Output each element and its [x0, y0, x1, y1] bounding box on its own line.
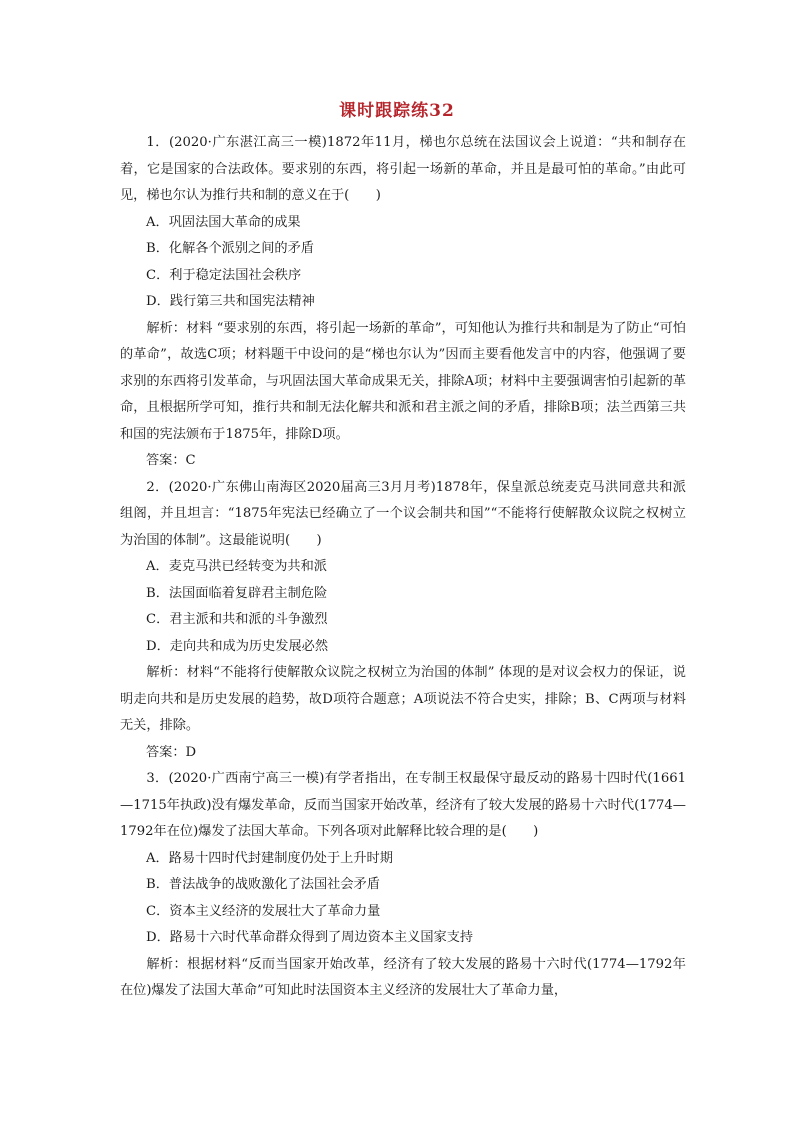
- question-1-option-a: A．巩固法国大革命的成果: [146, 214, 301, 230]
- question-3-option-c: C．资本主义经济的发展壮大了革命力量: [146, 903, 381, 919]
- question-3-analysis: 解析：根据材料“反而当国家开始改革，经济有了较大发展的路易十六时代(1774—1792年在位)爆发了法国大革命”可知此时法国资本主义经济的发展壮大了革命力量，: [120, 956, 686, 998]
- question-2-stem: 2．(2020·广东佛山南海区2020届高三3月月考)1878年，保皇派总统麦克马洪同意共和派组阁，并且坦言：“1875年宪法已经确立了一个议会制共和国”“不能将行使解散众议院之权树立为治国的体制”。这最能说明( ): [120, 479, 686, 548]
- question-1-option-b: B．化解各个派别之间的矛盾: [146, 241, 314, 256]
- question-3-option-b: B．普法战争的战败激化了法国社会矛盾: [146, 877, 380, 892]
- question-3-option-d: D．路易十六时代革命群众得到了周边资本主义国家支持: [146, 930, 474, 945]
- question-2-option-b: B．法国面临着复辟君主制危险: [146, 585, 328, 601]
- question-1-stem: 1．(2020·广东湛江高三一模)1872年11月，梯也尔总统在法国议会上说道：“共和制存在着，它是国家的合法政体。要求别的东西，将引起一场新的革命，并且是最可怕的革命。”由此可见，梯也尔认为推行共和制的意义在于( ): [120, 135, 686, 203]
- page-title: 课时跟踪练32: [339, 101, 455, 121]
- question-1-option-d: D．践行第三共和国宪法精神: [146, 294, 315, 309]
- question-3-option-a: A．路易十四时代封建制度仍处于上升时期: [146, 850, 393, 866]
- question-1-analysis: 解析：材料 “要求别的东西，将引起一场新的革命”，可知他认为推行共和制是为了防止“可怕的革命”，故选C项；材料题干中设问的是“梯也尔认为”因而主要看他发言中的内容，他强调了要求别的东西将引发革命，与巩固法国大革命成果无关，排除A项；材料中主要强调害怕引起新的革命，且根据所学可知，推行共和制无法化解共和派和君主派之间的矛盾，排除B项；法兰西第三共和国的宪法颁布于1875年，排除D项。: [120, 320, 686, 442]
- question-2-option-d: D．走向共和成为历史发展必然: [146, 638, 329, 654]
- question-1-option-c: C．利于稳定法国社会秩序: [146, 267, 302, 283]
- question-1-answer: 答案：C: [146, 453, 196, 468]
- question-2-option-a: A．麦克马洪已经转变为共和派: [146, 559, 327, 574]
- question-2-analysis: 解析：材料“不能将行使解散众议院之权树立为治国的体制” 体现的是对议会权力的保证，说明走向共和是历史发展的趋势，故D项符合题意；A项说法不符合史实，排除；B、C两项与材料无关，排除。: [120, 665, 686, 733]
- question-2-option-c: C．君主派和共和派的斗争激烈: [146, 612, 328, 627]
- document-body: [120, 130, 686, 1005]
- question-3-stem: 3．(2020·广西南宁高三一模)有学者指出，在专制王权最保守最反动的路易十四时代(1661—1715年执政)没有爆发革命，反而当国家开始改革，经济有了较大发展的路易十六时代(1774—1792年在位)爆发了法国大革命。下列各项对此解释比较合理的是( ): [120, 771, 686, 839]
- question-2-answer: 答案：D: [146, 744, 197, 760]
